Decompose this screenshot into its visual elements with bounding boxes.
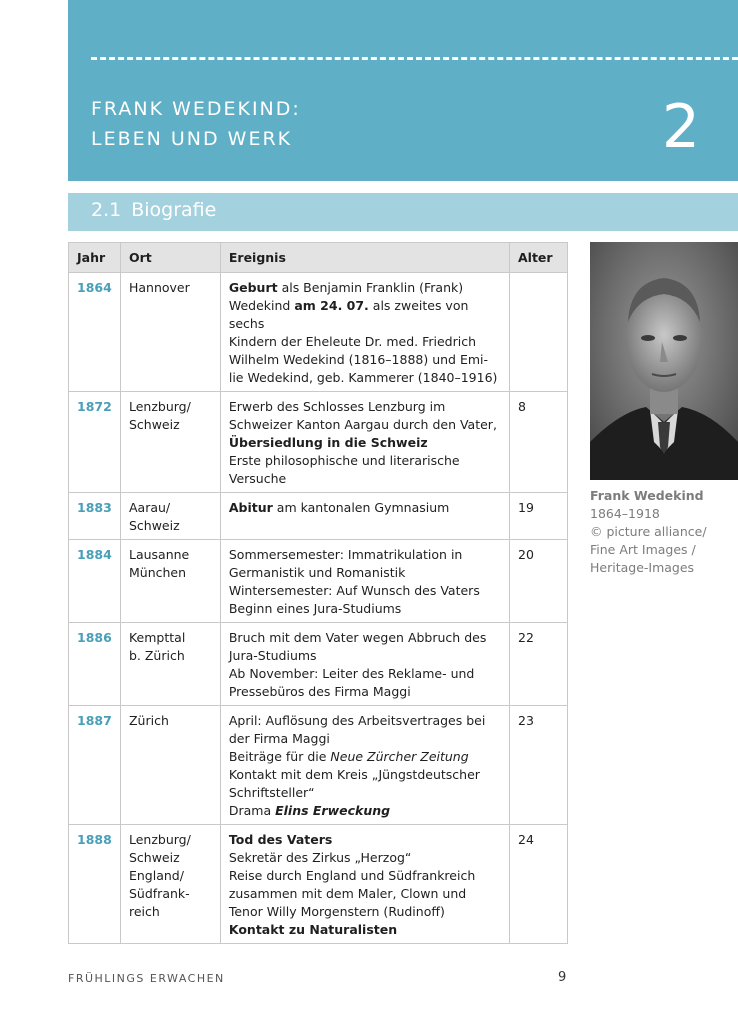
event-line	[229, 647, 501, 665]
cell-year: 1864	[69, 273, 121, 392]
event-line	[229, 802, 501, 820]
caption-credit-3: Heritage-Images	[590, 560, 695, 575]
cell-year: 1884	[69, 540, 121, 623]
event-text: Wedekind	[228, 298, 295, 313]
event-line	[229, 416, 501, 434]
event-line	[229, 470, 501, 488]
event-text: Germanistik und Romanistik	[228, 565, 406, 580]
event-text: Kontakt zu Naturalisten	[228, 922, 398, 937]
place-line: Aarau/	[128, 500, 171, 515]
event-text: Ab November: Leiter des Reklame- und	[228, 666, 475, 681]
place-line: Lenzburg/	[128, 399, 191, 414]
event-line	[229, 546, 501, 564]
table-row	[69, 623, 568, 706]
place-line: Kempttal	[128, 630, 186, 645]
cell-place	[120, 540, 220, 623]
event-text: lie Wedekind, geb. Kammerer (1840–1916)	[228, 370, 498, 385]
event-text: Schweizer Kanton Aargau durch den Vater,	[228, 417, 497, 432]
event-text: Erwerb des Schlosses Lenzburg im	[228, 399, 446, 414]
caption-dates: 1864–1918	[590, 506, 660, 521]
cell-place	[120, 706, 220, 825]
event-line	[229, 369, 501, 387]
event-text: Elins Erweckung	[275, 803, 391, 818]
event-line	[229, 629, 501, 647]
cell-place	[120, 493, 220, 540]
event-line	[229, 712, 501, 730]
cell-event	[220, 540, 509, 623]
event-line	[229, 499, 501, 517]
event-line	[229, 279, 501, 297]
cell-place	[120, 273, 220, 392]
cell-age: 24	[510, 825, 568, 944]
place-line: England/	[128, 868, 184, 883]
event-line	[229, 398, 501, 416]
table-row	[69, 706, 568, 825]
chapter-header	[68, 0, 738, 181]
cell-age: 8	[510, 392, 568, 493]
event-line	[229, 903, 501, 921]
caption-credit-2: Fine Art Images /	[590, 542, 696, 557]
event-text: Übersiedlung in die Schweiz	[228, 435, 428, 450]
place-line: Schweiz	[128, 417, 180, 432]
footer-book-title: FRÜHLINGS ERWACHEN	[68, 972, 225, 985]
event-text: am kantonalen Gymnasium	[272, 500, 450, 515]
dashed-divider	[91, 57, 738, 60]
event-text: Beiträge für die	[228, 749, 331, 764]
caption-credit-1: © picture alliance/	[590, 524, 707, 539]
cell-event	[220, 493, 509, 540]
event-text: zusammen mit dem Maler, Clown und	[228, 886, 467, 901]
event-text: als Benjamin Franklin (Frank)	[277, 280, 464, 295]
header-event: Ereignis	[220, 243, 509, 273]
event-text: April: Auflösung des Arbeitsvertrages bei	[228, 713, 486, 728]
portrait-photo	[590, 242, 738, 480]
cell-year: 1883	[69, 493, 121, 540]
event-text: Bruch mit dem Vater wegen Abbruch des	[228, 630, 487, 645]
section-number: 2.1	[91, 199, 122, 221]
table-row	[69, 493, 568, 540]
header-place: Ort	[120, 243, 220, 273]
event-text: Drama	[228, 803, 276, 818]
cell-year: 1887	[69, 706, 121, 825]
event-text: Abitur	[228, 500, 273, 515]
cell-age: 19	[510, 493, 568, 540]
event-text: Jura-Studiums	[228, 648, 317, 663]
event-text: Neue Zürcher Zeitung	[330, 749, 469, 764]
event-line	[229, 564, 501, 582]
table-row	[69, 540, 568, 623]
event-line	[229, 766, 501, 784]
event-text: Pressebüros des Firma Maggi	[228, 684, 411, 699]
event-line	[229, 582, 501, 600]
chapter-title-line-1: FRANK WEDEKIND:	[91, 98, 301, 120]
event-line	[229, 784, 501, 802]
event-text: der Firma Maggi	[228, 731, 330, 746]
photo-caption	[590, 487, 707, 577]
cell-event	[220, 623, 509, 706]
event-line	[229, 351, 501, 369]
place-line: Schweiz	[128, 850, 180, 865]
event-text: Kindern der Eheleute Dr. med. Friedrich	[228, 334, 477, 349]
event-line	[229, 867, 501, 885]
place-line: Lenzburg/	[128, 832, 191, 847]
event-line	[229, 333, 501, 351]
event-line	[229, 297, 501, 333]
table-row	[69, 825, 568, 944]
header-year: Jahr	[69, 243, 121, 273]
cell-age: 20	[510, 540, 568, 623]
event-text: Wilhelm Wedekind (1816–1888) und Emi-	[228, 352, 489, 367]
section-header	[68, 193, 738, 231]
table-row	[69, 273, 568, 392]
event-text: Kontakt mit dem Kreis „Jüngstdeutscher	[228, 767, 480, 782]
cell-place	[120, 825, 220, 944]
event-text: Sekretär des Zirkus „Herzog“	[228, 850, 412, 865]
cell-year: 1886	[69, 623, 121, 706]
event-line	[229, 748, 501, 766]
table-header-row	[69, 243, 568, 273]
cell-age: 23	[510, 706, 568, 825]
event-text: Tod des Vaters	[228, 832, 333, 847]
cell-age: 22	[510, 623, 568, 706]
place-line: Hannover	[128, 280, 190, 295]
event-text: Sommersemester: Immatrikulation in	[228, 547, 463, 562]
event-text: am 24. 07.	[294, 298, 369, 313]
event-text: Reise durch England und Südfrankreich	[228, 868, 476, 883]
event-line	[229, 885, 501, 903]
place-line: München	[128, 565, 187, 580]
table-row	[69, 392, 568, 493]
event-line	[229, 730, 501, 748]
event-text: Geburt	[228, 280, 278, 295]
section-name: Biografie	[131, 199, 217, 221]
event-text: Erste philosophische und literarische	[228, 453, 460, 468]
page-number: 9	[558, 970, 567, 985]
event-text: Schriftsteller“	[228, 785, 315, 800]
header-age: Alter	[510, 243, 568, 273]
event-line	[229, 665, 501, 683]
event-text: Versuche	[228, 471, 287, 486]
portrait-illustration	[590, 242, 738, 480]
event-line	[229, 921, 501, 939]
place-line: Lausanne	[128, 547, 190, 562]
event-line	[229, 831, 501, 849]
cell-year: 1888	[69, 825, 121, 944]
caption-name: Frank Wedekind	[590, 488, 704, 503]
cell-year: 1872	[69, 392, 121, 493]
cell-place	[120, 392, 220, 493]
event-line	[229, 434, 501, 452]
place-line: Schweiz	[128, 518, 180, 533]
section-title	[91, 199, 216, 221]
cell-event	[220, 825, 509, 944]
event-text: Beginn eines Jura-Studiums	[228, 601, 402, 616]
cell-event	[220, 273, 509, 392]
place-line: Südfrank-	[128, 886, 190, 901]
chapter-title	[91, 94, 301, 154]
event-text: Wintersemester: Auf Wunsch des Vaters	[228, 583, 480, 598]
event-line	[229, 452, 501, 470]
biography-table	[68, 242, 568, 944]
place-line: Zürich	[128, 713, 169, 728]
cell-place	[120, 623, 220, 706]
event-line	[229, 683, 501, 701]
event-line	[229, 849, 501, 867]
event-line	[229, 600, 501, 618]
cell-event	[220, 706, 509, 825]
cell-age	[510, 273, 568, 392]
event-text: als zweites von sechs	[228, 298, 469, 331]
event-text: Tenor Willy Morgenstern (Rudinoff)	[228, 904, 445, 919]
place-line: b. Zürich	[128, 648, 185, 663]
chapter-title-line-2: LEBEN UND WERK	[91, 128, 293, 150]
chapter-number: 2	[661, 92, 700, 162]
cell-event	[220, 392, 509, 493]
place-line: reich	[128, 904, 160, 919]
table-body	[69, 273, 568, 944]
